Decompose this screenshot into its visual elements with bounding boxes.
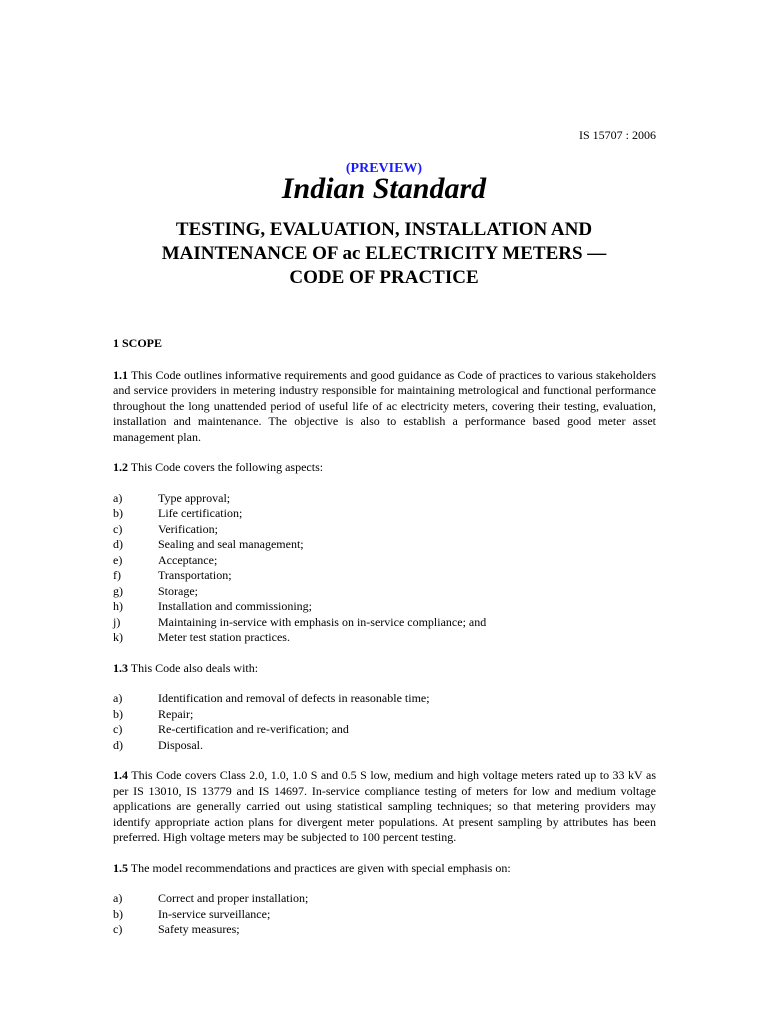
list-item (113, 537, 656, 553)
list-text: Verification; (158, 521, 218, 536)
list-item (113, 738, 656, 754)
list-item (113, 891, 656, 907)
section-heading-scope: 1 SCOPE (113, 336, 163, 350)
list-text: Life certification; (158, 506, 243, 520)
clause-1-1 (113, 368, 656, 446)
title-line: MAINTENANCE OF ac ELECTRICITY METERS — (161, 243, 607, 264)
list-letter: c) (113, 521, 123, 536)
list-letter: h) (113, 599, 123, 613)
deals-with-list (113, 691, 656, 753)
list-text: Disposal. (158, 737, 203, 752)
list-item (113, 553, 656, 569)
clause-1-5 (113, 861, 656, 877)
list-text: Acceptance; (158, 552, 218, 567)
preview-label: (PREVIEW) (345, 161, 423, 176)
list-letter: c) (113, 922, 123, 936)
list-text: Storage; (158, 583, 198, 598)
list-letter: b) (113, 906, 123, 921)
list-text: Re-certification and re-verification; and (158, 722, 349, 736)
list-letter: g) (113, 583, 123, 598)
document-number: IS 15707 : 2006 (578, 128, 656, 142)
list-item (113, 630, 656, 646)
list-letter: k) (113, 630, 123, 644)
clause-number: 1.1 (113, 367, 128, 382)
clause-text: This Code covers Class 2.0, 1.0, 1.0 S and 0.5 S low, medium and high voltage meters rated up to 33 kV as per IS 13010, IS 13779 and IS 14697. In-service compliance testing of meters for low and medium voltage applications are generally carried out using statistical sampling techniques; so that metering providers may identify appropriate action plans for divergent meter populations. At present sampling by attributes has been preferred. High voltage meters may be subjected to 100 percent testing. (113, 768, 656, 844)
list-text: Repair; (158, 706, 194, 721)
clause-number: 1.4 (113, 768, 128, 782)
list-text: Correct and proper installation; (158, 891, 309, 905)
list-item (113, 568, 656, 584)
list-item (113, 907, 656, 923)
list-item (113, 599, 656, 615)
clause-text: This Code outlines informative requirements and good guidance as Code of practices to various stakeholders and service providers in metering industry responsible for maintaining metrological and functional performance throughout the long unattended period of useful life of ac electricity meters, covering their testing, evaluation, installation and maintenance. The objective is also to establish a performance based good meter asset management plan. (113, 367, 656, 444)
list-letter: a) (113, 490, 123, 505)
list-item (113, 922, 656, 938)
document-body (113, 336, 656, 953)
list-letter: b) (113, 706, 123, 721)
emphasis-list (113, 891, 656, 938)
list-item (113, 615, 656, 631)
list-letter: b) (113, 506, 123, 520)
list-text: Meter test station practices. (158, 630, 290, 644)
list-text: Identification and removal of defects in reasonable time; (158, 691, 430, 705)
list-letter: d) (113, 537, 123, 551)
list-item (113, 522, 656, 538)
title-line: CODE OF PRACTICE (289, 267, 479, 288)
list-text: In-service surveillance; (158, 906, 271, 921)
list-text: Safety measures; (158, 922, 240, 936)
list-text: Maintaining in-service with emphasis on in-service compliance; and (158, 614, 487, 629)
list-item (113, 491, 656, 507)
document-title (0, 218, 768, 290)
list-letter: f) (113, 568, 121, 582)
clause-text: This Code covers the following aspects: (128, 460, 324, 474)
list-letter: d) (113, 737, 123, 752)
list-text: Type approval; (158, 490, 231, 505)
list-item (113, 506, 656, 522)
aspects-list (113, 491, 656, 646)
list-letter: a) (113, 691, 123, 705)
clause-text: This Code also deals with: (128, 660, 259, 675)
list-item (113, 691, 656, 707)
list-text: Sealing and seal management; (158, 537, 304, 551)
clause-text: The model recommendations and practices are given with special emphasis on: (128, 860, 511, 875)
clause-1-4 (113, 768, 656, 846)
clause-number: 1.5 (113, 860, 128, 875)
standard-title: Indian Standard (281, 172, 487, 205)
list-item (113, 707, 656, 723)
clause-1-2 (113, 460, 656, 476)
clause-number: 1.2 (113, 460, 128, 474)
list-letter: j) (113, 614, 121, 629)
list-text: Installation and commissioning; (158, 599, 312, 613)
list-letter: a) (113, 891, 123, 905)
clause-number: 1.3 (113, 660, 128, 675)
list-item (113, 722, 656, 738)
list-letter: c) (113, 722, 123, 736)
clause-1-3 (113, 661, 656, 677)
title-line: TESTING, EVALUATION, INSTALLATION AND (175, 219, 593, 240)
list-text: Transportation; (158, 568, 232, 582)
list-item (113, 584, 656, 600)
list-letter: e) (113, 552, 123, 567)
